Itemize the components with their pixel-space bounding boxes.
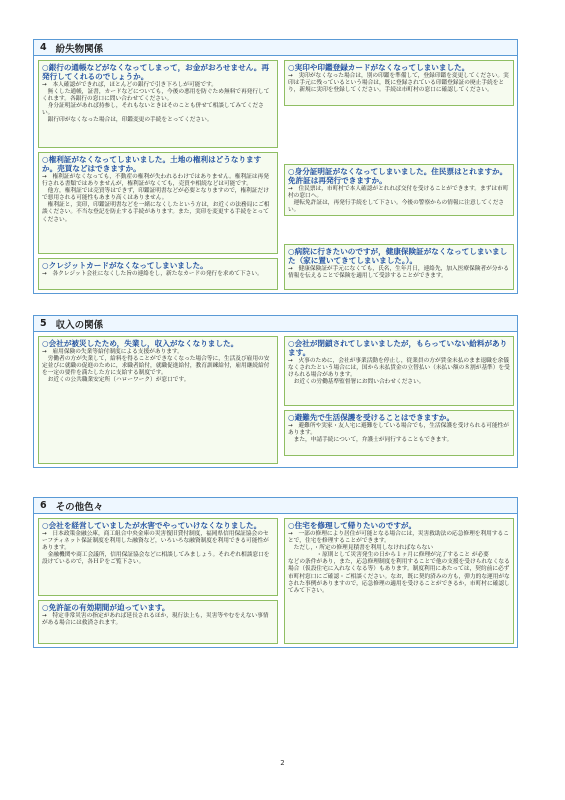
answer: → 実印がなくなった場合は，別の印鑑を準備して，登録印鑑を変更してください。実印は手元に残っているという場合は，既に登録されている印鑑登録証の廃止手続をとり，新規に実印を登録してください。手続は市町村の窓口に確認してください。 (288, 73, 509, 94)
section-body (33, 332, 518, 468)
section-title: 紛失物関係 (55, 43, 104, 55)
answer: → 一部の修理により居住が可能となる場合には，災害救助法の応急修理を利用することで，住宅を修理することができます。 ただし，・所定の修理見積書を利用しなければならない ・原則として災害発生の日から１ヶ月に修理が完了すること が必要 などの条件があり，また，応急修理制度を利用することで他の支援を受けられなくなる場合（仮設住宅に入れなくなる等）もあります。制度利用にあたっては，契約前に必ず市町村窓口にご確認・ご相談ください。なお，既に契約済みの方も，弾力的な運用がなされた事例がありますので，応急修理の適用を受けることができるか，市町村に確認してみて下さい。 (288, 531, 510, 594)
qa-id-card (284, 164, 514, 216)
left-column (38, 332, 278, 467)
question: ○住宅を修理して帰りたいのですが。 (288, 521, 417, 530)
qa-credit-card (38, 258, 278, 290)
answer: → 本人確認ができれば，ほとんどの銀行で引き下ろしが可能です。 無くした通帳，証書，カードなどについても，今後の悪用を防ぐため無料で再発行してくれます。各銀行の窓口に問い合わせてください。 身分証明証があれば持参し，それもないときはそのことも併せて相談してみてください。 銀行印がなくなった場合は，印鑑変更の手続をとってください。 (42, 82, 270, 124)
qa-title-deed (38, 152, 278, 254)
question: ○免許証の有効期間が迫っています。 (42, 603, 170, 612)
qa-bankbook (38, 60, 278, 148)
answer: → 日本政策金融公庫，商工組合中央金庫の災害復旧貸付制度，福岡県信用保証協会のセーフティネット保証制度を利用した融資など，いろいろな融資制度を利用できる可能性があります。 金融機関や商工会議所，信用保証協会などに相談してみましょう。それぞれ相談窓口を設けているので，各ＨＰをご覧下さい。 (42, 531, 270, 566)
question: ○実印や印鑑登録カードがなくなってしまいました。 (288, 63, 470, 72)
answer: → 雇用保険の失業等給付制度による支援があります。 労働者の方が失業して，給料を得ることができなくなった場合等に，生活及び雇用の安定並びに就職の促進のために，求職者給付，就職促進給付，教育訓練給付，雇用継続給付を一定の要件を満たした方に支給する制度です。 お近くの公共職業安定所（ハローワーク）が窓口です。 (42, 349, 270, 384)
answer: → 避難所や実家・友人宅に避難をしている場合でも，生活保護を受けられる可能性があります。 また，申請手続について，弁護士が同行することもできます。 (288, 423, 509, 444)
qa-seal (284, 60, 514, 106)
left-column (38, 56, 278, 293)
section-header (33, 497, 518, 514)
section-number: 4 (40, 42, 47, 53)
qa-business-flood (38, 518, 278, 596)
section-title: 収入の関係 (55, 319, 104, 331)
section-income (33, 315, 518, 468)
answer: → 火事のために，会社が事業活動を停止し，従業員の方が賃金未払のまま退職を余儀なくされたという場合には，国から未払賃金の立替払い（未払い額の８割が基準）を受けられる場合があります。 お近くの労働基準監督署にお問い合わせください。 (288, 358, 510, 386)
qa-license-expiry (38, 600, 278, 644)
question: ○会社が閉鎖されてしまいましたが，もらっていない給料があります。 (288, 339, 508, 357)
answer: → 住民票は，市町村で本人確認がとれれば交付を受けることができます。まずは市町村の窓口へ。 運転免許証は，再発行手続をして下さい。今後の警察からの情報に注意してください。 (288, 186, 509, 214)
question: ○会社を経営していましたが水害でやっていけなくなりました。 (42, 521, 262, 530)
question: ○クレジットカードがなくなってしまいました。 (42, 261, 208, 270)
qa-welfare (284, 410, 514, 456)
question: ○避難先で生活保護を受けることはできますか。 (288, 413, 455, 422)
qa-unemployment (38, 336, 278, 464)
section-header (33, 315, 518, 332)
section-header (33, 39, 518, 56)
section-body (33, 56, 518, 294)
section-number: 5 (40, 318, 47, 329)
answer: → 各クレジット会社になくした旨の連絡をし，新たなカードの発行を求めて下さい。 (42, 271, 263, 277)
section-others (33, 497, 518, 648)
section-number: 6 (40, 500, 47, 511)
left-column (38, 514, 278, 647)
qa-insurance-card (284, 244, 514, 290)
qa-house-repair (284, 518, 514, 644)
page-number: 2 (280, 759, 285, 767)
section-lost-items (33, 39, 518, 294)
answer: → 特定非常災害の指定があれば延長されるほか，現行法上も，災害等やむをえない事情がある場合には救済されます。 (42, 613, 269, 627)
question: ○病院に行きたいのですが，健康保険証がなくなってしまいました（家に置いてきてしまいました。）。 (288, 247, 508, 265)
qa-unpaid-wages (284, 336, 514, 406)
right-column (284, 332, 514, 467)
answer: → 権利証がなくなっても，不動産の権利が失われるわけではありません。権利証は再発行される書類ではありませんが，権利証がなくても，売買や相続などは可能です。 他方，権利証では売買等はできず，印鑑証明書などが必要となりますので，権利証だけで悪用される可能性もあまり高くはありません。 権利証と，実印，印鑑証明書などを一緒になくしたという方は，お近くの法務局にご相談ください。不当な登記を防止する手続があります。また，実印を変更する手続をとってください。 (42, 174, 270, 223)
section-body (33, 514, 518, 648)
question: ○権利証がなくなってしまいました。土地の権利はどうなりますか。売買などはできますか。 (42, 155, 262, 173)
question: ○会社が被災したため，失業し，収入がなくなりました。 (42, 339, 239, 348)
question: ○身分証明証がなくなってしまいました。住民票はとれますか。免許証は再発行できますか。 (288, 167, 508, 185)
right-column (284, 56, 514, 293)
question: ○銀行の通帳などがなくなってしまって，お金がおろせません。再発行してくれるのでしょうか。 (42, 63, 269, 81)
section-title: その他色々 (55, 501, 104, 513)
answer: → 健康保険証が手元になくても，氏名，生年月日，連絡先，加入医療保険者が分かる情報を伝えることで保険を適用して受診することができます。 (288, 266, 509, 280)
right-column (284, 514, 514, 647)
